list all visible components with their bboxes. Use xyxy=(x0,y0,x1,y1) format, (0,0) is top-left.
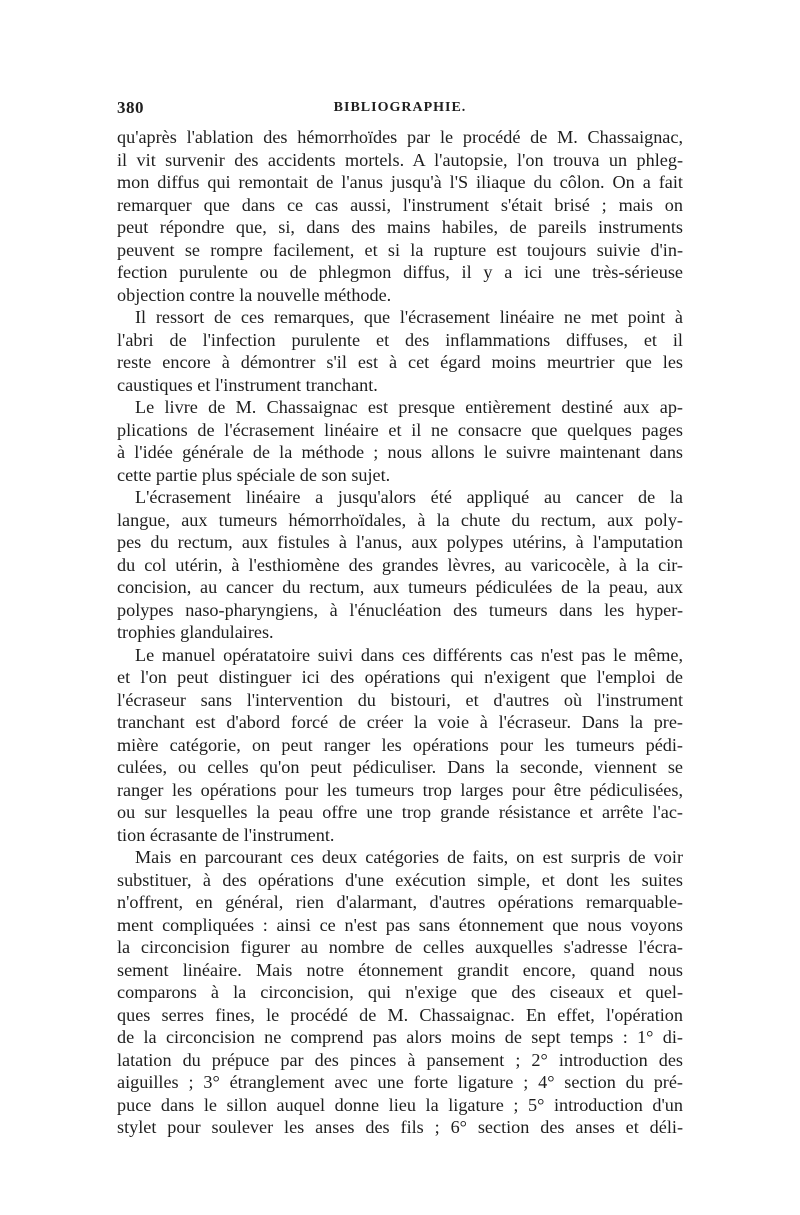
text-line: Mais en parcourant ces deux catégories de faits, on est surpris de voir xyxy=(135,847,683,867)
text-line: à l'idée générale de la méthode ; nous allons le suivre maintenant dans xyxy=(117,442,683,462)
text-line: trophies glandulaires. xyxy=(117,622,274,642)
text-line: ques serres fines, le procédé de M. Chassaignac. En effet, l'opération xyxy=(117,1004,683,1025)
text-line: mon diffus qui remontait de l'anus jusqu'à l'S iliaque du côlon. On a fait xyxy=(117,172,683,192)
text-line: pes du rectum, aux fistules à l'anus, aux polypes utérins, à l'amputation xyxy=(117,532,683,552)
text-line: mière catégorie, on peut ranger les opérations pour les tumeurs pédi- xyxy=(117,734,683,755)
text-line: fection purulente ou de phlegmon diffus, il y a ici une très-sérieuse xyxy=(117,262,683,282)
text-line: Il ressort de ces remarques, que l'écrasement linéaire ne met point à xyxy=(135,307,683,327)
text-line: latation du prépuce par des pinces à pansement ; 2° introduction des xyxy=(117,1049,683,1070)
text-line: ranger les opérations pour les tumeurs trop larges pour être pédiculisées, xyxy=(117,779,683,800)
text-line: Le livre de M. Chassaignac est presque entièrement destiné aux ap- xyxy=(135,397,683,417)
text-line: ou sur lesquelles la peau offre une trop grande résistance et arrête l'ac- xyxy=(117,802,683,822)
text-line: n'offrent, en général, rien d'alarmant, d'autres opérations remarquable- xyxy=(117,892,683,912)
text-line: substituer, à des opérations d'une exécution simple, et dont les suites xyxy=(117,869,683,890)
text-line: ment compliquées : ainsi ce n'est pas sans étonnement que nous voyons xyxy=(117,914,683,935)
text-line: et l'on peut distinguer ici des opérations qui n'exigent que l'emploi de xyxy=(117,667,683,687)
body-text xyxy=(117,126,683,1139)
text-line: qu'après l'ablation des hémorrhoïdes par le procédé de M. Chassaignac, xyxy=(117,127,683,147)
text-line: polypes naso-pharyngiens, à l'énucléation des tumeurs dans les hyper- xyxy=(117,599,683,620)
text-line: concision, au cancer du rectum, aux tumeurs pédiculées de la peau, aux xyxy=(117,577,683,597)
text-line: peuvent se rompre facilement, et si la rupture est toujours suivie d'in- xyxy=(117,239,683,260)
text-line: remarquer que dans ce cas aussi, l'instrument s'était brisé ; mais on xyxy=(117,194,683,215)
text-line: de la circoncision ne comprend pas alors moins de sept temps : 1° di- xyxy=(117,1027,683,1047)
text-line: culées, ou celles qu'on peut pédiculiser. Dans la seconde, viennent se xyxy=(117,757,683,777)
text-line: aiguilles ; 3° étranglement avec une forte ligature ; 4° section du pré- xyxy=(117,1072,683,1092)
text-line: du col utérin, à l'esthiomène des grandes lèvres, au varicocèle, à la cir- xyxy=(117,554,683,575)
text-line: L'écrasement linéaire a jusqu'alors été appliqué au cancer de la xyxy=(135,487,683,507)
text-line: Le manuel opératatoire suivi dans ces différents cas n'est pas le même, xyxy=(135,644,683,665)
text-line: reste encore à démontrer s'il est à cet égard moins meurtrier que les xyxy=(117,352,683,372)
text-line: objection contre la nouvelle méthode. xyxy=(117,284,392,305)
text-line: stylet pour soulever les anses des fils ; 6° section des anses et déli- xyxy=(117,1117,683,1137)
text-line: il vit survenir des accidents mortels. A l'autopsie, l'on trouva un phleg- xyxy=(117,149,683,170)
text-line: sement linéaire. Mais notre étonnement grandit encore, quand nous xyxy=(117,959,683,980)
text-line: tion écrasante de l'instrument. xyxy=(117,824,335,845)
text-line: peut répondre que, si, dans des mains habiles, de pareils instruments xyxy=(117,217,683,237)
text-line: plications de l'écrasement linéaire et il ne consacre que quelques pages xyxy=(117,419,683,440)
text-line: puce dans le sillon auquel donne lieu la ligature ; 5° introduction d'un xyxy=(117,1094,683,1115)
text-line: l'abri de l'infection purulente et des inflammations diffuses, et il xyxy=(117,329,683,350)
text-line: la circoncision figurer au nombre de celles auxquelles s'adresse l'écra- xyxy=(117,937,683,957)
text-line: comparons à la circoncision, qui n'exige que des ciseaux et quel- xyxy=(117,982,683,1002)
page-header xyxy=(117,98,683,124)
text-line: tranchant est d'abord forcé de créer la voie à l'écraseur. Dans la pre- xyxy=(117,712,683,732)
text-line: langue, aux tumeurs hémorrhoïdales, à la chute du rectum, aux poly- xyxy=(117,509,683,530)
page-number: 380 xyxy=(117,98,144,117)
text-line: cette partie plus spéciale de son sujet. xyxy=(117,464,391,485)
text-line: caustiques et l'instrument tranchant. xyxy=(117,374,378,395)
text-line: l'écraseur sans l'intervention du bistouri, et d'autres où l'instrument xyxy=(117,689,683,710)
running-title: BIBLIOGRAPHIE. xyxy=(333,100,467,115)
